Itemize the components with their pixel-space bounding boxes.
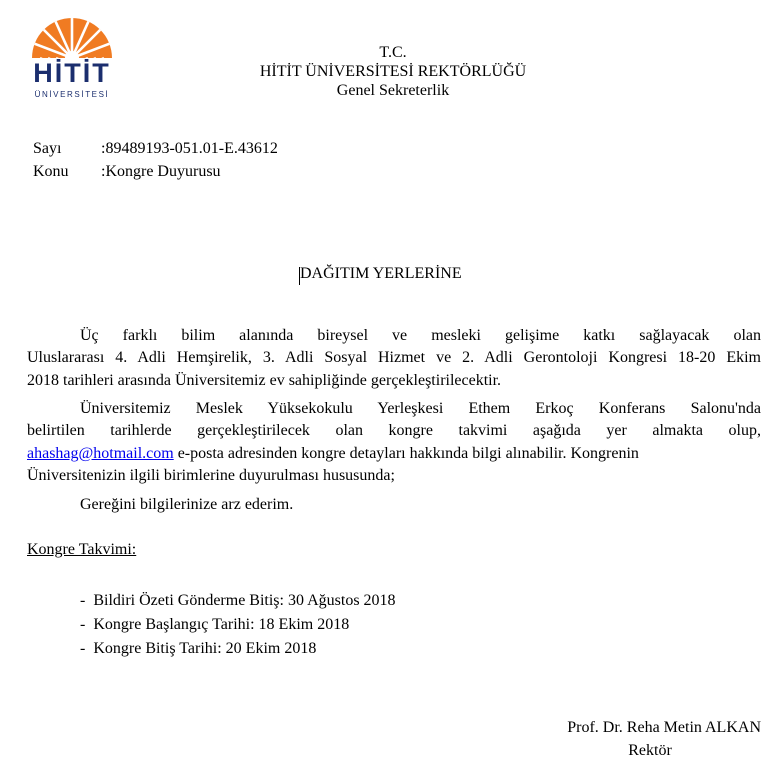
paragraph-2-line-3-rest: e-posta adresinden kongre detayları hakkında bilgi alınabilir. Kongrenin [173, 444, 639, 462]
header-tc: T.C. [379, 44, 407, 61]
schedule-item-text: Bildiri Özeti Gönderme Bitiş: 30 Ağustos 2018 [93, 592, 396, 609]
paragraph-1-line-1: Üç farklı bilim alanında bireysel ve mesleki gelişime katkı sağlayacak olan [80, 327, 761, 344]
recipient-heading: DAĞITIM YERLERİNE [300, 265, 462, 282]
bullet-dash: - [80, 616, 86, 633]
paragraph-3: Gereğini bilgilerinize arz ederim. [80, 496, 294, 513]
header-university: HİTİT ÜNİVERSİTESİ REKTÖRLÜĞÜ [259, 63, 527, 80]
schedule-item [80, 616, 349, 634]
paragraph-1 [27, 325, 761, 392]
schedule-item-text: Kongre Başlangıç Tarihi: 18 Ekim 2018 [93, 616, 350, 633]
email-link[interactable]: ahashag@hotmail.com [27, 444, 174, 462]
paragraph-1-line-3: 2018 tarihleri arasında Üniversitemiz ev sahipliğinde gerçekleştirilecektir. [27, 371, 502, 389]
logo-dome-icon [26, 12, 118, 60]
sayi-label: Sayı [33, 140, 62, 157]
schedule-item [80, 592, 396, 610]
konu-label: Konu [33, 163, 69, 180]
header-department: Genel Sekreterlik [336, 82, 450, 99]
signatory-name: Prof. Dr. Reha Metin ALKAN [567, 719, 761, 736]
konu-value: :Kongre Duyurusu [101, 163, 221, 180]
schedule-title: Kongre Takvimi: [27, 541, 137, 558]
logo-wordmark: HİTİT [33, 58, 111, 88]
paragraph-2-line-1: Üniversitemiz Meslek Yüksekokulu Yerleşkesi Ethem Erkoç Konferans Salonu'nda [80, 400, 761, 417]
paragraph-2-line-2: belirtilen tarihlerde gerçekleştirilecek olan kongre takvimi aşağıda yer almakta olup, [27, 422, 761, 440]
paragraph-1-line-2: Uluslararası 4. Adli Hemşirelik, 3. Adli Sosyal Hizmet ve 2. Adli Gerontoloji Kongresi 18-20 Ekim [27, 349, 761, 367]
bullet-dash: - [80, 592, 86, 609]
paragraph-2-line-4: Üniversitenizin ilgili birimlerine duyurulması hususunda; [27, 467, 395, 485]
schedule-item-text: Kongre Bitiş Tarihi: 20 Ekim 2018 [93, 640, 317, 657]
schedule-item [80, 640, 316, 658]
sayi-value: :89489193-051.01-E.43612 [101, 140, 278, 157]
paragraph-2-line-3 [27, 443, 761, 465]
bullet-dash: - [80, 640, 86, 657]
university-logo [26, 12, 118, 98]
signatory-title: Rektör [628, 742, 672, 759]
logo-subtitle: ÜNİVERSİTESİ [34, 90, 110, 99]
paragraph-2 [27, 398, 761, 488]
